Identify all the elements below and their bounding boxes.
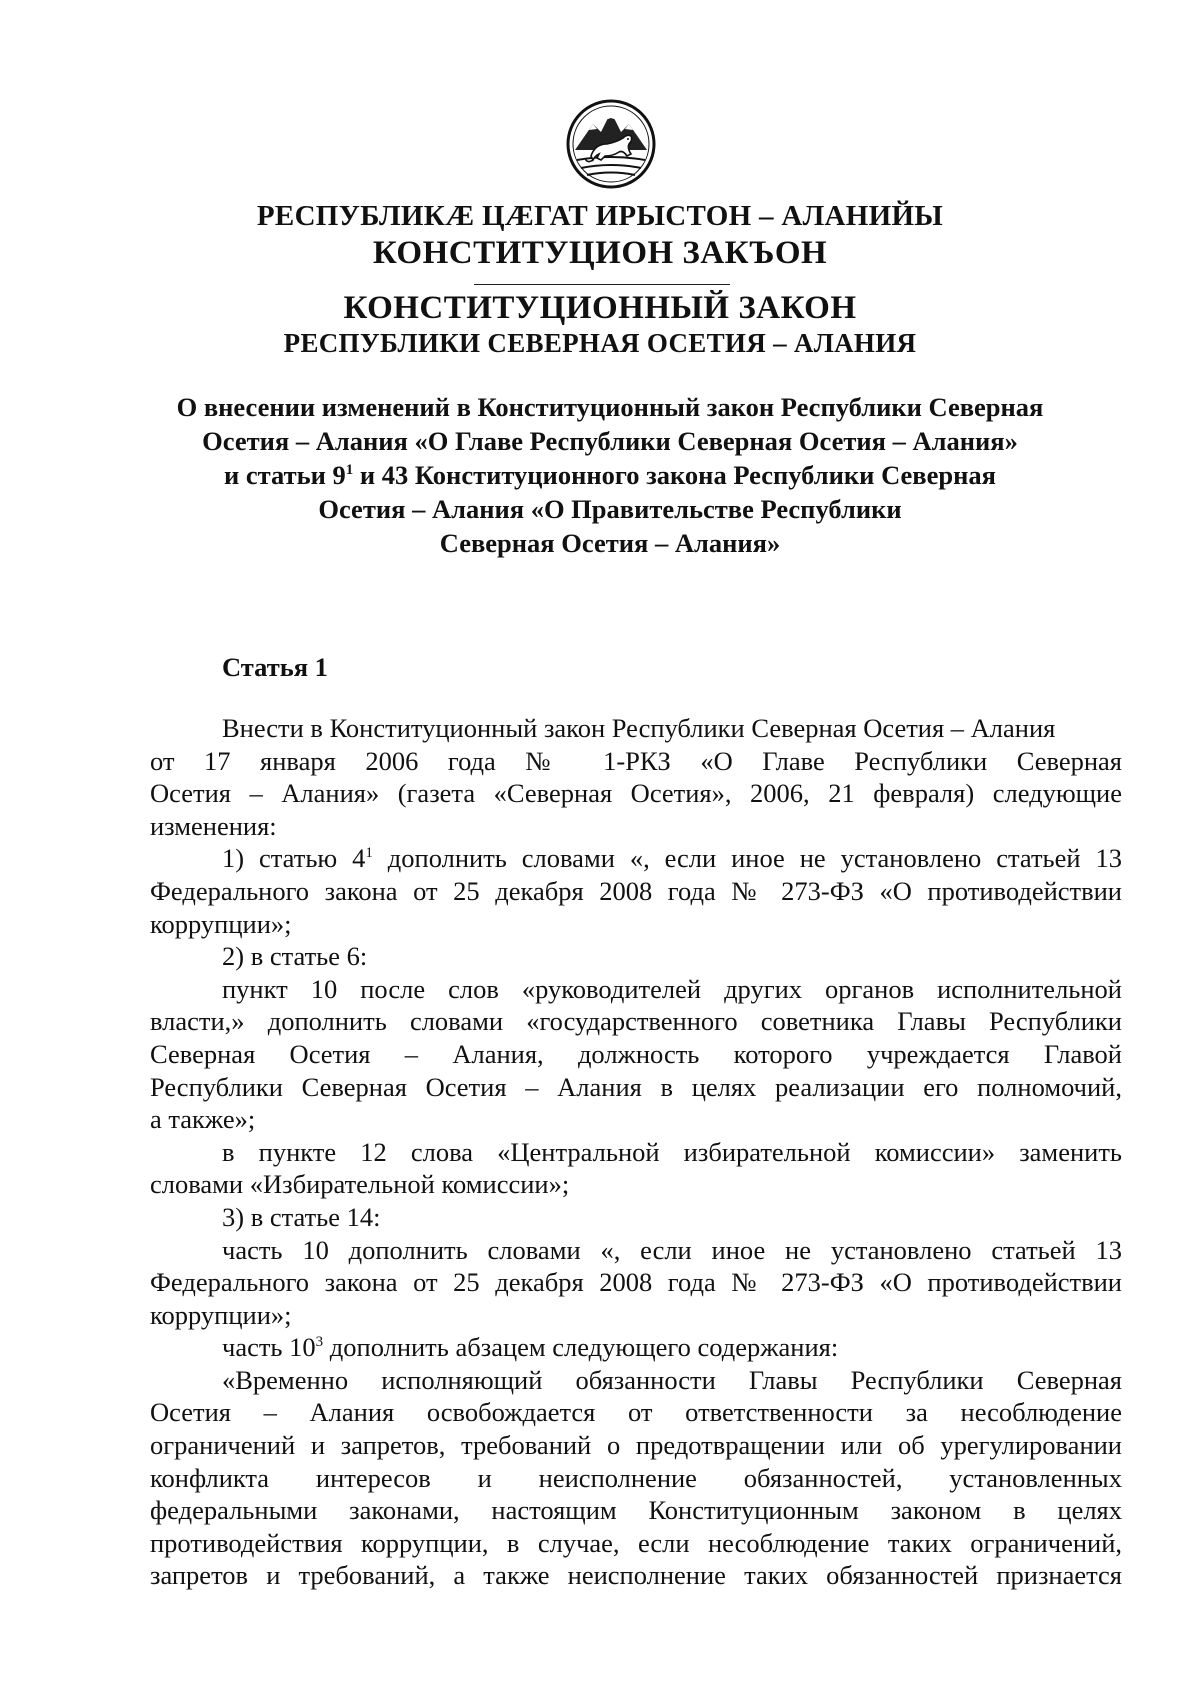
body-line: коррупции»;: [150, 1299, 292, 1330]
header-republic-ossetian: РЕСПУБЛИКÆ ЦÆГАТ ИРЫСТОН – АЛАНИЙЫ: [256, 200, 944, 232]
subject-line: Осетия – Алания «О Правительстве Республики: [318, 494, 902, 524]
article-body: [150, 712, 1122, 1592]
body-line: Федерального закона от 25 декабря 2008 года № 273-ФЗ «О противодействии: [150, 875, 1122, 906]
body-line: 3) в статье 14:: [222, 1201, 381, 1232]
body-line: Северная Осетия – Алания, должность которого учреждается Главой: [150, 1038, 1122, 1069]
coat-of-arms-emblem: [565, 98, 657, 190]
header-divider: [474, 284, 730, 285]
body-line: а также»;: [150, 1104, 256, 1135]
body-line: Федерального закона от 25 декабря 2008 года № 273-ФЗ «О противодействии: [150, 1267, 1122, 1298]
body-line: Осетия – Алания освобождается от ответственности за несоблюдение: [150, 1397, 1122, 1428]
subject-line: [120, 458, 1100, 492]
body-line: Осетия – Алания» (газета «Северная Осетия», 2006, 21 февраля) следующие: [150, 778, 1122, 809]
body-line: Внести в Конституционный закон Республики Северная Осетия – Алания: [222, 713, 1056, 743]
body-text: 1) статью 4: [222, 843, 366, 874]
subject-text: и 43 Конституционного закона Республики Северная: [353, 460, 996, 490]
body-line: часть 10 дополнить словами «, если иное не установлено статьей 13: [222, 1234, 1122, 1265]
subject-text: и статьи 9: [224, 460, 346, 490]
body-line: противодействия коррупции, в случае, если несоблюдение таких ограничений,: [150, 1527, 1122, 1558]
body-text: дополнить словами «, если иное не установлено статьей 13: [372, 843, 1122, 874]
body-line: словами «Избирательной комиссии»;: [150, 1169, 570, 1200]
body-line: конфликта интересов и неисполнение обязанностей, установленных: [150, 1462, 1122, 1493]
body-line: федеральными законами, настоящим Конституционным законом в целях: [150, 1495, 1122, 1526]
subject-line: Осетия – Алания «О Главе Республики Северная Осетия – Алания»: [202, 426, 1018, 456]
header-constitutional-law-ossetian: КОНСТИТУЦИОН ЗАКЪОН: [372, 235, 828, 271]
body-line: коррупции»;: [150, 908, 292, 939]
header-constitutional-law: КОНСТИТУЦИОННЫЙ ЗАКОН: [343, 290, 857, 326]
body-line: пункт 10 после слов «руководителей других органов исполнительной: [222, 973, 1122, 1004]
body-text: часть 10: [222, 1332, 316, 1363]
law-subject-title: [120, 390, 1100, 560]
body-line: от 17 января 2006 года № 1-РКЗ «О Главе Республики Северная: [150, 745, 1122, 776]
body-line: изменения:: [150, 810, 277, 841]
subject-line: О внесении изменений в Конституционный закон Республики Северная: [176, 392, 1044, 422]
body-line: власти,» дополнить словами «государственного советника Главы Республики: [150, 1006, 1122, 1037]
body-line: «Временно исполняющий обязанности Главы Республики Северная: [222, 1364, 1122, 1395]
article-title: Статья 1: [222, 652, 328, 682]
subject-line: Северная Осетия – Алания»: [439, 528, 781, 558]
body-text: дополнить абзацем следующего содержания:: [323, 1332, 839, 1363]
body-line: 2) в статье 6:: [222, 941, 368, 972]
body-line: [150, 1331, 1122, 1364]
body-line: в пункте 12 слова «Центральной избирательной комиссии» заменить: [222, 1136, 1122, 1167]
header-republic-name: РЕСПУБЛИКИ СЕВЕРНАЯ ОСЕТИЯ – АЛАНИЯ: [283, 328, 917, 358]
superscript: 1: [365, 845, 373, 862]
body-line: запретов и требований, а также неисполнение таких обязанностей признается: [150, 1560, 1122, 1591]
superscript: 3: [315, 1334, 324, 1351]
body-line: Республики Северная Осетия – Алания в целях реализации его полномочий,: [150, 1071, 1122, 1102]
superscript: 1: [345, 462, 354, 479]
body-line: [150, 842, 1122, 875]
body-line: ограничений и запретов, требований о предотвращении или об урегулировании: [150, 1430, 1122, 1461]
